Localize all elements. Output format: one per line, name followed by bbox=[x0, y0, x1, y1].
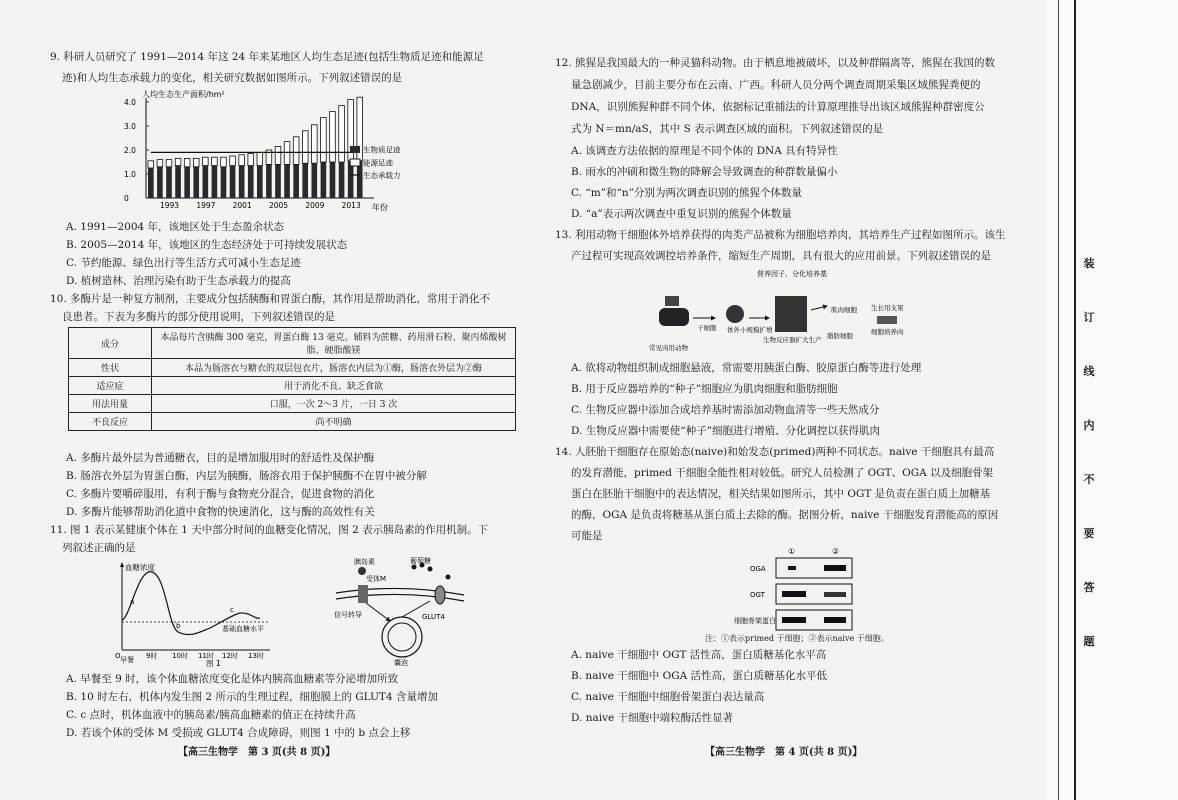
q12-option-d[interactable]: D. “a”表示两次调查中重复识别的熊猩个体数量 bbox=[571, 208, 792, 220]
page-footer-left: 【高三生物学 第 3 页(共 8 页)】 bbox=[178, 747, 336, 758]
q10-option-c[interactable]: C. 多酶片要嚼碎服用，有利于酶与食物充分混合，促进食物的消化 bbox=[66, 488, 375, 500]
table-header-cell: 性状 bbox=[69, 359, 152, 377]
legend-swatch-biomass bbox=[350, 146, 360, 153]
bar-energy-footprint bbox=[166, 160, 172, 167]
fig1-tick-9: 9时 bbox=[146, 652, 158, 660]
q12-line1: 12. 熊猩是我国最大的一种灵猫科动物。由于栖息地被破坏，以及种群隔离等，熊猩在我国的数 bbox=[555, 57, 996, 69]
x-tick-label: 1993 bbox=[159, 201, 180, 210]
blot-row-cytoskeleton: 细胞骨架蛋白 bbox=[734, 617, 776, 625]
binding-warning bbox=[1082, 255, 1096, 687]
q14-line4: 的酶，OGA 是负责将糖基从蛋白质上去除的酶。据图分析，naive 干细胞发育潜能高的原因 bbox=[571, 509, 999, 521]
q12-line2: 量急剧减少，目前主要分布在云南、广西。科研人员分两个调查周期采集区域熊猩粪便的 bbox=[571, 79, 981, 91]
bar-biomass-footprint bbox=[212, 166, 218, 198]
blot-row-oga: OGA bbox=[750, 565, 766, 573]
bar-energy-footprint bbox=[239, 155, 245, 166]
binding-char: 题 bbox=[1083, 635, 1095, 648]
fig2-glucose: 葡萄糖 bbox=[410, 557, 431, 565]
q10-option-d[interactable]: D. 多酶片能够帮助消化道中食物的快速消化，这与酶的高效性有关 bbox=[66, 506, 375, 518]
bar-biomass-footprint bbox=[175, 166, 181, 198]
table-row bbox=[69, 328, 516, 359]
q11-option-c[interactable]: C. c 点时，机体血液中的胰岛素/胰高血糖素的值正在持续升高 bbox=[66, 709, 356, 721]
bar-biomass-footprint bbox=[203, 166, 209, 198]
q9-option-b[interactable]: B. 2005—2014 年，该地区的生态经济处于可持续发展状态 bbox=[66, 239, 348, 251]
legend-swatch-energy bbox=[350, 159, 360, 166]
bar-biomass-footprint bbox=[193, 167, 199, 198]
x-tick-label: 2001 bbox=[232, 201, 252, 210]
table-header-cell: 成分 bbox=[69, 328, 152, 359]
q13-option-c[interactable]: C. 生物反应器中添加合成培养基时需添加动物血清等一些天然成分 bbox=[571, 404, 880, 416]
y-tick-label: 4.0 bbox=[124, 98, 136, 107]
fig1-tick-13: 13时 bbox=[248, 652, 264, 660]
fig2-glut4: GLUT4 bbox=[422, 613, 445, 621]
x-tick-label: 2009 bbox=[305, 201, 325, 210]
bar-biomass-footprint bbox=[148, 168, 154, 198]
bar-biomass-footprint bbox=[321, 162, 327, 198]
bar-biomass-footprint bbox=[157, 167, 163, 198]
bar-biomass-footprint bbox=[239, 166, 245, 198]
table-row bbox=[69, 413, 516, 431]
q11-stem-line1: 11. 图 1 表示某健康个体在 1 天中部分时间的血糖变化情况，图 2 表示胰岛素的作用机制。下 bbox=[50, 524, 489, 536]
fig1-breakfast: 早餐 bbox=[120, 656, 134, 664]
y-tick-label: 3.0 bbox=[124, 122, 136, 131]
fig2-receptor: 受体M bbox=[366, 575, 387, 583]
table-header-cell: 适应症 bbox=[69, 377, 152, 395]
table-header-cell: 用法用量 bbox=[69, 395, 152, 413]
fig1-ylabel: 血糖浓度 bbox=[125, 563, 155, 572]
binding-char: 内 bbox=[1083, 419, 1095, 432]
bar-biomass-footprint bbox=[293, 164, 299, 198]
blot-lane-2: ② bbox=[832, 547, 840, 556]
bar-energy-footprint bbox=[193, 158, 199, 166]
drug-instruction-table bbox=[68, 327, 516, 431]
cultured-meat-diagram bbox=[645, 266, 935, 354]
q13-option-b[interactable]: B. 用于反应器培养的“种子”细胞应为肌肉细胞和脂肪细胞 bbox=[571, 383, 838, 395]
y-tick-label: 0 bbox=[124, 194, 129, 203]
q14-line5: 可能是 bbox=[571, 530, 603, 542]
chart-ylabel: 人均生态生产面积/hm² bbox=[142, 90, 225, 99]
bar-biomass-footprint bbox=[166, 167, 172, 198]
bar-energy-footprint bbox=[302, 131, 308, 163]
q14-line3: 蛋白在胚胎干细胞中的表达情况，相关结果如图所示，其中 OGT 是负责在蛋白质上加糖基 bbox=[571, 488, 991, 500]
insulin-mechanism-figure bbox=[330, 555, 470, 670]
left-page bbox=[0, 0, 535, 800]
blot-note: 注：①表示primed 干细胞；②表示naive 干细胞。 bbox=[705, 634, 889, 643]
q14-option-b[interactable]: B. naive 干细胞中 OGA 活性高，蛋白质糖基化水平低 bbox=[571, 670, 828, 682]
table-cell: 本品为肠溶衣与糖衣的双层包衣片，肠溶衣内层为①酶，肠溶衣外层为②酶 bbox=[152, 359, 516, 377]
bar-biomass-footprint bbox=[302, 163, 308, 198]
diag-stemcell: 干细胞 bbox=[697, 324, 717, 332]
bar-energy-footprint bbox=[257, 152, 263, 165]
table-cell: 尚不明确 bbox=[152, 413, 516, 431]
bar-biomass-footprint bbox=[221, 167, 227, 198]
bar-energy-footprint bbox=[157, 160, 163, 167]
x-tick-label: 2013 bbox=[341, 201, 361, 210]
bar-energy-footprint bbox=[221, 157, 227, 167]
fig1-origin: O bbox=[115, 652, 121, 660]
point-c: c bbox=[230, 606, 234, 614]
table-row bbox=[69, 377, 516, 395]
fig2-insulin: 胰岛素 bbox=[354, 558, 375, 566]
fig2-vesicle: 囊泡 bbox=[394, 659, 408, 667]
q10-option-b[interactable]: B. 肠溶衣外层为胃蛋白酶，内层为胰酶，肠溶衣用于保护胰酶不在胃中被分解 bbox=[66, 470, 427, 482]
bar-biomass-footprint bbox=[330, 162, 336, 198]
q9-option-a[interactable]: A. 1991—2004 年，该地区处于生态盈余状态 bbox=[66, 221, 285, 233]
diag-scaffold: 生长用支架 bbox=[871, 304, 904, 312]
fig1-tick-11: 11时 bbox=[198, 652, 214, 660]
q9-stem-line1: 9. 科研人员研究了 1991—2014 年这 24 年来某地区人均生态足迹(包括生物质足迹和能源足 bbox=[50, 51, 484, 63]
bar-biomass-footprint bbox=[257, 166, 263, 198]
q10-stem-line2: 良患者。下表为多酶片的部分使用说明，下列叙述错误的是 bbox=[62, 311, 335, 323]
q11-stem-line2: 列叙述正确的是 bbox=[62, 542, 136, 554]
bar-energy-footprint bbox=[312, 125, 318, 163]
q11-option-a[interactable]: A. 早餐至 9 时，该个体血糖浓度变化是体内胰高血糖素等分泌增加所致 bbox=[66, 673, 399, 685]
bar-energy-footprint bbox=[321, 118, 327, 162]
q9-option-c[interactable]: C. 节约能源、绿色出行等生活方式可减小生态足迹 bbox=[66, 257, 301, 269]
bar-energy-footprint bbox=[184, 158, 190, 166]
diag-nutrients: 营养因子、分化培养基 bbox=[757, 270, 827, 278]
binding-char: 线 bbox=[1083, 365, 1095, 378]
table-cell: 用于消化不良、缺乏食欲 bbox=[152, 377, 516, 395]
table-row bbox=[69, 395, 516, 413]
bar-energy-footprint bbox=[339, 106, 345, 162]
table-cell: 口服，一次 2～3 片，一日 3 次 bbox=[152, 395, 516, 413]
right-page bbox=[535, 0, 1047, 800]
bar-biomass-footprint bbox=[312, 163, 318, 198]
legend-label-energy: 能源足迹 bbox=[363, 158, 393, 168]
binding-char: 装 bbox=[1083, 257, 1095, 270]
diag-fat: 脂肪细胞 bbox=[827, 332, 853, 340]
ecological-footprint-chart bbox=[118, 88, 408, 216]
binding-line bbox=[1058, 0, 1059, 800]
binding-line-thick bbox=[1074, 0, 1076, 800]
q12-option-a[interactable]: A. 该调查方法依据的原理是不同个体的 DNA 具有特异性 bbox=[571, 145, 838, 157]
diag-muscle: 肌肉细胞 bbox=[831, 306, 857, 314]
table-header-cell: 不良反应 bbox=[69, 413, 152, 431]
q13-line1: 13. 利用动物干细胞体外培养获得的肉类产品被称为细胞培养肉，其培养生产过程如图所示。该生 bbox=[555, 229, 1006, 241]
diag-meat: 细胞培养肉 bbox=[871, 328, 904, 336]
q11-option-d[interactable]: D. 若该个体的受体 M 受损或 GLUT4 合成障碍，则图 1 中的 b 点会上移 bbox=[66, 727, 411, 739]
q14-option-d[interactable]: D. naive 干细胞中端粒酶活性显著 bbox=[571, 712, 734, 724]
y-tick-label: 1.0 bbox=[124, 170, 136, 179]
fig1-caption: 图 1 bbox=[206, 659, 221, 668]
diag-animal: 常见肉用动物 bbox=[649, 344, 688, 352]
binding-char: 不 bbox=[1083, 473, 1095, 486]
q12-option-b[interactable]: B. 雨水的冲刷和微生物的降解会导致调查的种群数量偏小 bbox=[571, 166, 838, 178]
q10-stem-line1: 10. 多酶片是一种复方制剂，主要成分包括胰酶和胃蛋白酶，其作用是帮助消化，常用于消化不 bbox=[50, 293, 491, 305]
table-row bbox=[69, 359, 516, 377]
legend-label-capacity: 生态承载力 bbox=[363, 171, 401, 180]
bar-energy-footprint bbox=[203, 157, 209, 165]
blot-row-ogt: OGT bbox=[750, 591, 765, 599]
legend-label-biomass: 生物质足迹 bbox=[363, 145, 401, 155]
q9-option-d[interactable]: D. 植树造林、治理污染有助于生态承载力的提高 bbox=[66, 275, 291, 287]
bar-energy-footprint bbox=[275, 146, 281, 164]
point-b: b bbox=[176, 622, 181, 630]
x-tick-label: 1997 bbox=[196, 201, 216, 210]
bar-energy-footprint bbox=[212, 157, 218, 165]
page-footer-right: 【高三生物学 第 4 页(共 8 页)】 bbox=[705, 747, 863, 758]
q12-option-c[interactable]: C. “m”和“n”分别为两次调查识别的熊猩个体数量 bbox=[571, 187, 803, 199]
q11-option-b[interactable]: B. 10 时左右，机体内发生图 2 所示的生理过程，细胞膜上的 GLUT4 含量增加 bbox=[66, 691, 438, 703]
binding-char: 订 bbox=[1083, 311, 1095, 324]
y-tick-label: 2.0 bbox=[124, 146, 136, 155]
q10-option-a[interactable]: A. 多酶片最外层为普通糖衣，目的是增加服用时的舒适性及保护酶 bbox=[66, 452, 375, 464]
blot-lane-1: ① bbox=[788, 547, 796, 556]
point-a: a bbox=[130, 598, 135, 606]
bar-energy-footprint bbox=[230, 156, 236, 166]
bar-biomass-footprint bbox=[230, 166, 236, 198]
blood-glucose-figure bbox=[110, 558, 310, 666]
diag-bioreactor: 生物反应器扩大生产 bbox=[763, 336, 822, 344]
bar-biomass-footprint bbox=[275, 164, 281, 198]
bar-energy-footprint bbox=[148, 161, 154, 168]
western-blot-figure bbox=[734, 546, 930, 642]
bar-energy-footprint bbox=[330, 112, 336, 162]
q12-line3: DNA，识别熊猩种群不同个体，依据标记重捕法的计算原理推导出该区域熊猩种群密度公 bbox=[571, 101, 985, 113]
bar-energy-footprint bbox=[248, 154, 254, 166]
binding-margin bbox=[1047, 0, 1178, 800]
binding-char: 答 bbox=[1083, 581, 1095, 594]
chart-legend bbox=[350, 145, 401, 181]
q9-stem-line2: 迹)和人均生态承载力的变化，相关研究数据如图所示。下列叙述错误的是 bbox=[62, 72, 403, 84]
q13-option-a[interactable]: A. 欲将动物组织制成细胞悬液，常需要用胰蛋白酶、胶原蛋白酶等进行处理 bbox=[571, 362, 922, 374]
bar-biomass-footprint bbox=[284, 164, 290, 198]
q12-line4: 式为 N＝mn/aS，其中 S 表示调查区域的面积。下列叙述错误的是 bbox=[571, 123, 884, 135]
chart-xlabel: 年份 bbox=[372, 203, 388, 212]
binding-char: 要 bbox=[1083, 527, 1095, 540]
bar-energy-footprint bbox=[175, 158, 181, 165]
fig2-signal: 信号转导 bbox=[334, 611, 362, 619]
bar-biomass-footprint bbox=[266, 164, 272, 198]
q13-line2: 产过程可实现高效调控培养条件，缩短生产周期，具有很大的应用前景。下列叙述错误的是 bbox=[571, 250, 991, 262]
q14-option-c[interactable]: C. naive 干细胞中细胞骨架蛋白表达量高 bbox=[571, 691, 765, 703]
bar-biomass-footprint bbox=[248, 166, 254, 198]
fig1-tick-10: 10时 bbox=[172, 652, 188, 660]
q14-line2: 的发育潜能，primed 干细胞全能性相对较低。研究人员检测了 OGT、OGA 以及细胞骨架 bbox=[571, 467, 994, 479]
q14-option-a[interactable]: A. naive 干细胞中 OGT 活性高，蛋白质糖基化水平高 bbox=[571, 649, 827, 661]
diag-expansion: 体外小规模扩增 bbox=[727, 326, 773, 334]
bar-energy-footprint bbox=[293, 137, 299, 165]
fig1-baseline: 基础血糖水平 bbox=[222, 625, 264, 633]
fig1-tick-12: 12时 bbox=[222, 652, 238, 660]
bar-biomass-footprint bbox=[184, 167, 190, 198]
q13-option-d[interactable]: D. 生物反应器中需要使“种子”细胞进行增殖、分化调控以获得肌肉 bbox=[571, 425, 880, 437]
x-tick-label: 2005 bbox=[268, 201, 289, 210]
table-cell: 本品每片含胰酶 300 毫克，胃蛋白酶 13 毫克。辅料为蔗糖、药用滑石粉、聚丙烯酸树 脂、硬脂酸镁 bbox=[152, 328, 516, 359]
q14-line1: 14. 人胚胎干细胞存在原始态(naive)和始发态(primed)两种不同状态。naive 干细胞具有最高 bbox=[555, 446, 995, 458]
bar-biomass-footprint bbox=[339, 162, 345, 198]
